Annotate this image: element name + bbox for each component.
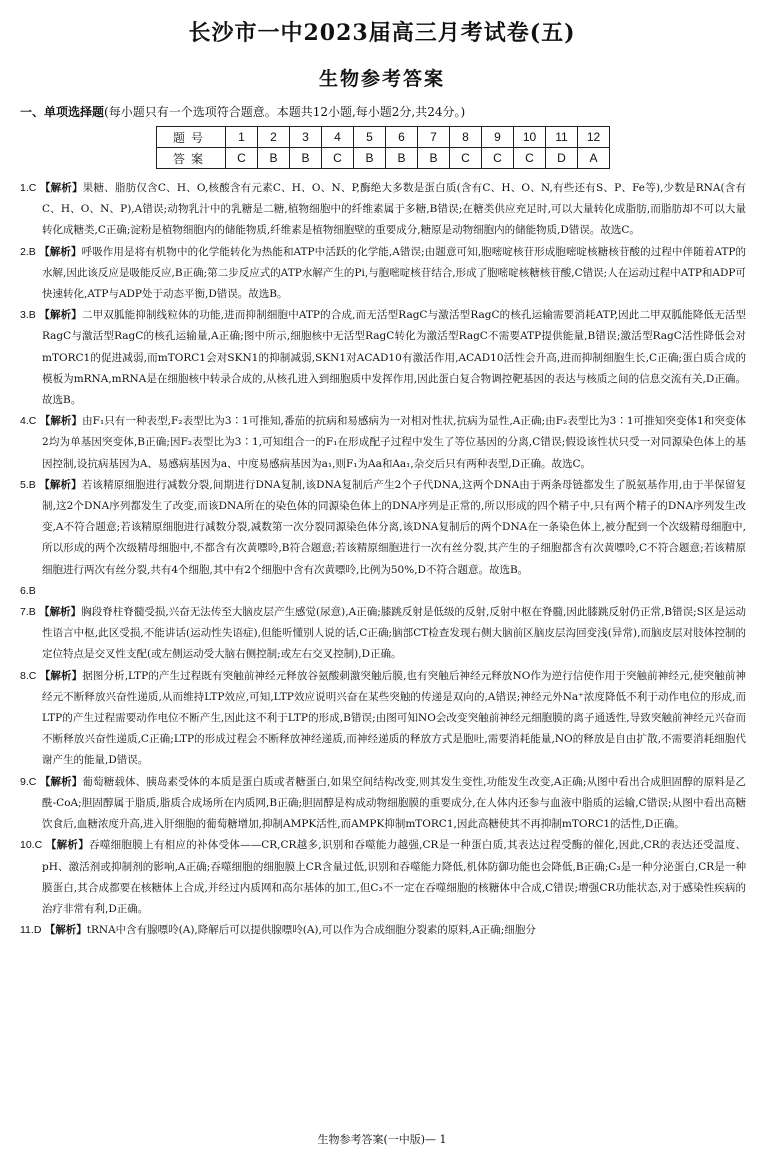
analysis-tag: 【解析】 [39, 245, 82, 258]
item-number: 9.C [20, 775, 37, 788]
question-number-cell: 8 [450, 127, 482, 148]
answer-cell: B [354, 148, 386, 169]
analysis-text: 胸段脊柱脊髓受损,兴奋无法传至大脑皮层产生感觉(尿意),A正确;膝跳反射是低级的反射,反射中枢在脊髓,因此膝跳反射仍正常,B错误;S区是运动性语言中枢,此区受损,不能讲话(运动性失语症),但能听懂别人说的话,C正确;脑部CT检查发现右侧大脑前区脑皮层沟回变浅(异常),而脑皮层对肢体控制的定位特点是交叉性支配(或左侧运动受大脑右侧控制;或左右交叉控制),D正确。 [42, 606, 746, 661]
answer-cell: B [290, 148, 322, 169]
answer-table-answer-row [157, 148, 610, 169]
explanation-item [20, 242, 746, 306]
answer-row-label: 答案 [157, 148, 226, 169]
analysis-tag: 【解析】 [39, 478, 82, 491]
analysis-text: 果糖、脂肪仅含C、H、O,核酸含有元素C、H、O、N、P,酶绝大多数是蛋白质(含有C、H、O、N,有些还有S、P、Fe等),少数是RNA(含有C、H、O、N、P),A错误;动物乳汁中的乳糖是二糖,植物细胞中的纤维素属于多糖,B错误;在糖类供应充足时,可以大量转化成脂肪,而脂肪却不可以大量转化成糖类,C正确;淀粉是植物细胞内的储能物质,纤维素是植物细胞壁的重要成分,糖原是动物细胞内的储能物质,D错误。故选C。 [42, 182, 746, 237]
analysis-tag: 【解析】 [39, 415, 83, 428]
question-number-cell: 2 [258, 127, 290, 148]
analysis-text: 呼吸作用是将有机物中的化学能转化为热能和ATP中活跃的化学能,A错误;由题意可知,胞嘧啶核苷形成胞嘧啶核糖核苷酸的过程中伴随着ATP的水解,因此该反应是吸能反应,B正确;第二步反应式的ATP水解产生的Pi,与胞嘧啶核苷结合,形成了胞嘧啶核糖核苷酸,C错误;人在运动过程中ATP和ADP可快速转化,ATP与ADP处于动态平衡,D错误。故选B。 [42, 245, 746, 301]
explanation-item [20, 920, 746, 941]
explanation-item [20, 835, 746, 920]
analysis-tag: 【解析】 [39, 669, 83, 682]
answer-cell: B [386, 148, 418, 169]
analysis-tag: 【解析】 [39, 775, 83, 788]
analysis-text: 由F₁只有一种表型,F₂表型比为3∶1可推知,番茄的抗病和易感病为一对相对性状,抗病为显性,A正确;由F₂表型比为3∶1可推知突变体1和突变体2均为单基因突变体,B正确;因F₂表型比为3∶1,可知组合一的F₁在形成配子过程中发生了等位基因的分离,C错误;假设该性状只受一对同源染色体上的基因控制,设抗病基因为A、易感病基因为a、中度易感病基因为a₁,则F₁为Aa和Aa₁,杂交后只有两种表型,D正确。故选C。 [42, 415, 747, 470]
item-number: 8.C [20, 669, 37, 682]
question-number-cell: 12 [578, 127, 610, 148]
question-number-cell: 5 [354, 127, 386, 148]
analysis-text: 葡萄糖载体、胰岛素受体的本质是蛋白质或者糖蛋白,如果空间结构改变,则其发生变性,功能发生改变,A正确;从图中看出合成胆固醇的原料是乙酰-CoA;胆固醇属于脂质,脂质合成场所在内质网,B正确;胆固醇是构成动物细胞膜的重要成分,在人体内还参与血液中脂质的运输,C错误;从图中看出高糖饮食后,血糖浓度升高,进入肝细胞的葡萄糖增加,抑制AMPK活性,而AMPK抑制mTORC1,因此高糖使其不再抑制mTORC1的活性,D正确。 [42, 775, 747, 831]
analysis-tag: 【解析】 [44, 924, 87, 937]
answer-cell: C [226, 148, 258, 169]
answer-cell: C [322, 148, 354, 169]
item-number: 1.C [20, 182, 37, 194]
answer-table [156, 126, 610, 169]
answer-cell: C [450, 148, 482, 169]
explanation-item [20, 772, 746, 836]
analysis-tag: 【解析】 [39, 606, 82, 619]
page-subtitle: 生物参考答案 [318, 68, 445, 90]
question-number-cell: 11 [546, 127, 578, 148]
answer-cell: D [546, 148, 578, 169]
analysis-text: 吞噬细胞膜上有相应的补体受体——CR,CR越多,识别和吞噬能力越强,CR是一种蛋白质,其表达过程受酶的催化,因此,CR的表达还受温度、pH、激活剂或抑制剂的影响,A正确;吞噬细胞的细胞膜上CR含量过低,识别和吞噬能力降低,机体防御功能也会降低,B正确;C₃是一种分泌蛋白,CR是一种膜蛋白,其合成都要在核糖体上合成,并经过内质网和高尔基体的加工,但C₃不一定在吞噬细胞的核糖体中合成,C错误;增强CR功能状态,对于感染性疾病的治疗非常有利,D正确。 [42, 839, 746, 915]
question-number-cell: 10 [514, 127, 546, 148]
answer-table-number-row [157, 127, 610, 148]
answer-cell: C [514, 148, 546, 169]
analysis-tag: 【解析】 [45, 839, 90, 852]
analysis-text: 若该精原细胞进行减数分裂,间期进行DNA复制,该DNA复制后产生2个子代DNA,这两个DNA由于两条母链都发生了脱氨基作用,由于半保留复制,这2个DNA序列都发生了改变,而该DNA所在的染色体的同源染色体上的DNA序列是正常的,所以形成的四个精子中,只有两个精子的DNA序列发生改变,A不符合题意;若该精原细胞进行减数分裂,减数第一次分裂同源染色体分离,该DNA复制后的两个DNA在一条染色体上,被分配到一个次级精母细胞中,所以形成的两个次级精母细胞中,不都含有次黄嘌呤,B符合题意;若该精原细胞进行一次有丝分裂,其产生的子细胞都含有次黄嘌呤,C不符合题意;若该精原细胞进行两次有丝分裂,共有4个细胞,其中有2个细胞中含有次黄嘌呤,比例为50%,D不符合题意。故选B。 [42, 478, 746, 576]
question-number-cell: 4 [322, 127, 354, 148]
item-number: 6.B [20, 584, 36, 597]
section-title: 一、单项选择题 [20, 105, 105, 119]
section-note: (每小题只有一个选项符合题意。本题共12小题,每小题2分,共24分。) [104, 105, 466, 119]
answer-cell: B [258, 148, 290, 169]
question-number-cell: 6 [386, 127, 418, 148]
item-number: 2.B [20, 245, 36, 258]
item-number: 11.D [20, 924, 42, 937]
explanation-item [20, 666, 746, 772]
explanation-item [20, 475, 746, 581]
analysis-tag: 【解析】 [39, 309, 82, 322]
answer-cell: C [482, 148, 514, 169]
explanation-item [20, 411, 746, 475]
explanation-item [20, 581, 746, 602]
item-number: 3.B [20, 309, 36, 322]
page-title: 长沙市一中2023届高三月考试卷(五) [188, 20, 576, 46]
analysis-text: tRNA中含有腺嘌呤(A),降解后可以提供腺嘌呤(A),可以作为合成细胞分裂素的原料,A正确;细胞分 [86, 924, 536, 937]
question-number-cell: 9 [482, 127, 514, 148]
explanations-list [20, 178, 746, 941]
question-number-cell: 7 [418, 127, 450, 148]
question-number-cell: 3 [290, 127, 322, 148]
analysis-text: 据图分析,LTP的产生过程既有突触前神经元释放谷氨酸刺激突触后膜,也有突触后神经元释放NO作为逆行信使作用于突触前神经元,使突触前神经元不断释放兴奋性递质,从而维持LTP效应,可知,LTP效应说明兴奋在某些突触的传递是双向的,A错误;神经元外Na⁺浓度降低不利于动作电位的形成,而LTP的产生过程需要动作电位不断产生,因此这不利于LTP的形成,B错误;由图可知NO会改变突触前神经元细胞膜的离子通透性,导致突触前神经元兴奋而不断释放兴奋性递质,C正确;LTP的形成过程会不断释放神经递质,而神经递质的释放方式是胞吐,需要消耗能量,NO的释放是自由扩散,不需要消耗细胞代谢产生的能量,D错误。 [42, 669, 746, 767]
analysis-text: 二甲双胍能抑制线粒体的功能,进而抑制细胞中ATP的合成,而无活型RagC与激活型RagC的核孔运输需要消耗ATP,因此二甲双胍能降低无活型RagC与激活型RagC的核孔运输量,A正确;图中所示,细胞核中无活型RagC转化为激活型RagC不需要ATP提供能量,B错误;激活型RagC活性降低会对mTORC1的促进减弱,而mTORC1会对SKN1的抑制减弱,SKN1对ACAD10有激活作用,ACAD10活性会升高,进而抑制细胞生长,C正确;蛋白质合成的模板为mRNA,mRNA是在细胞核中转录合成的,从核孔进入到细胞质中发挥作用,因此蛋白复合物调控靶基因的表达与核质之间的信息交流有关,D正确。故选B。 [42, 309, 746, 407]
item-number: 4.C [20, 415, 37, 428]
analysis-tag: 【解析】 [39, 182, 83, 194]
item-number: 10.C [20, 839, 43, 852]
item-number: 7.B [20, 606, 36, 619]
answer-cell: B [418, 148, 450, 169]
explanation-item [20, 178, 746, 242]
answer-cell: A [578, 148, 610, 169]
number-row-label: 题号 [157, 127, 226, 148]
explanation-item [20, 602, 746, 666]
section-heading [20, 104, 748, 120]
item-number: 5.B [20, 478, 36, 491]
question-number-cell: 1 [226, 127, 258, 148]
page-footer: 生物参考答案(一中版)— 1 [317, 1133, 447, 1146]
explanation-item [20, 305, 746, 411]
